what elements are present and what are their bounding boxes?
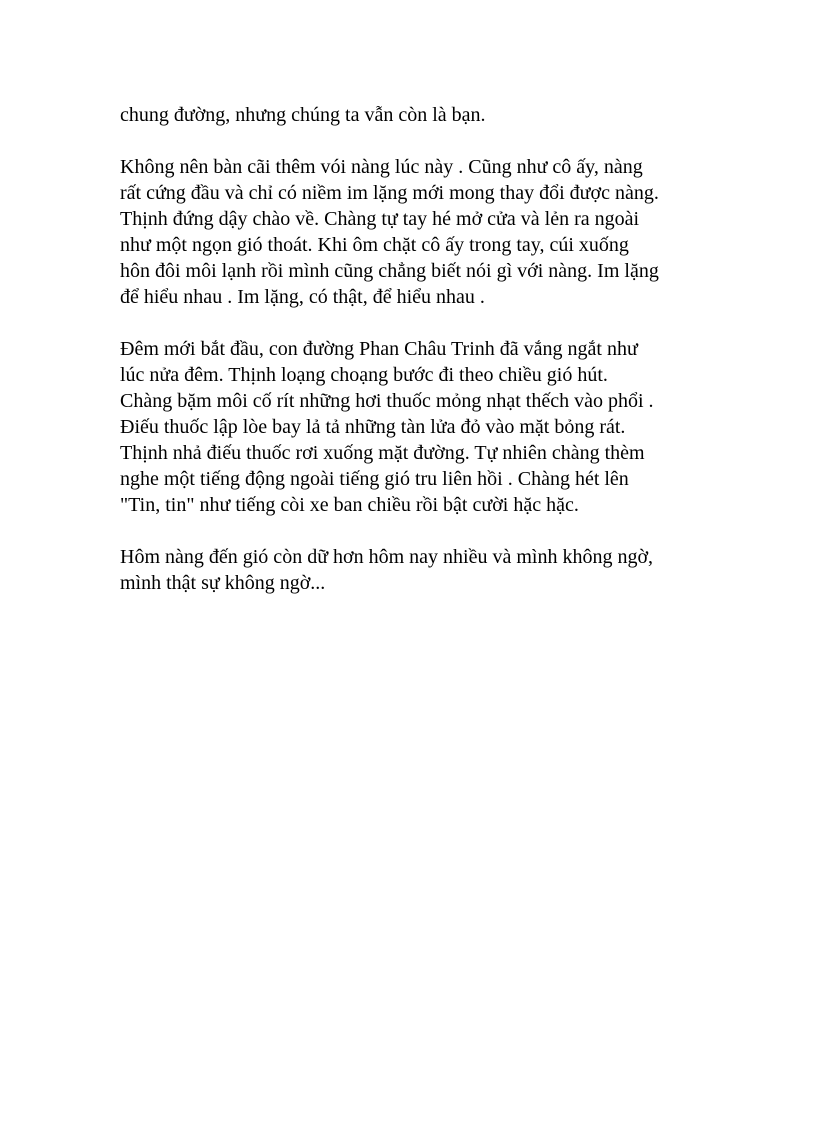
text-line: chung đường, nhưng chúng ta vẫn còn là bạn. [120,104,486,126]
text-line: để hiểu nhau . Im lặng, có thật, để hiểu nhau . [120,286,485,308]
text-line: Hôm nàng đến gió còn dữ hơn hôm nay nhiều và mình không ngờ, [120,546,654,568]
text-line: Thịnh nhả điếu thuốc rơi xuống mặt đường. Tự nhiên chàng thèm [120,442,645,464]
text-line: Điếu thuốc lập lòe bay lả tả những tàn lửa đỏ vào mặt bỏng rát. [120,416,626,438]
text-line: như một ngọn gió thoát. Khi ôm chặt cô ấy trong tay, cúi xuống [120,234,629,256]
text-line: Không nên bàn cãi thêm vói nàng lúc này . Cũng như cô ấy, nàng [120,156,643,178]
text-line: Đêm mới bắt đầu, con đường Phan Châu Trinh đã vắng ngắt như [120,338,638,360]
paragraph-1 [120,102,710,128]
paragraph-2 [120,154,710,310]
text-line: "Tin, tin" như tiếng còi xe ban chiều rồi bật cười hặc hặc. [120,494,579,516]
text-line: Thịnh đứng dậy chào về. Chàng tự tay hé mở cửa và lẻn ra ngoài [120,208,640,230]
text-line: mình thật sự không ngờ... [120,572,326,594]
paragraph-4 [120,544,710,596]
text-line: nghe một tiếng động ngoài tiếng gió tru liên hồi . Chàng hét lên [120,468,629,490]
paragraph-3 [120,336,710,518]
text-line: rất cứng đầu và chỉ có niềm im lặng mới mong thay đổi được nàng. [120,182,659,204]
document-body [120,102,710,622]
text-line: Chàng bặm môi cố rít những hơi thuốc mỏng nhạt thếch vào phổi . [120,390,654,412]
text-line: hôn đôi môi lạnh rồi mình cũng chẳng biết nói gì với nàng. Im lặng [120,260,659,282]
text-line: lúc nửa đêm. Thịnh loạng choạng bước đi theo chiều gió hút. [120,364,608,386]
